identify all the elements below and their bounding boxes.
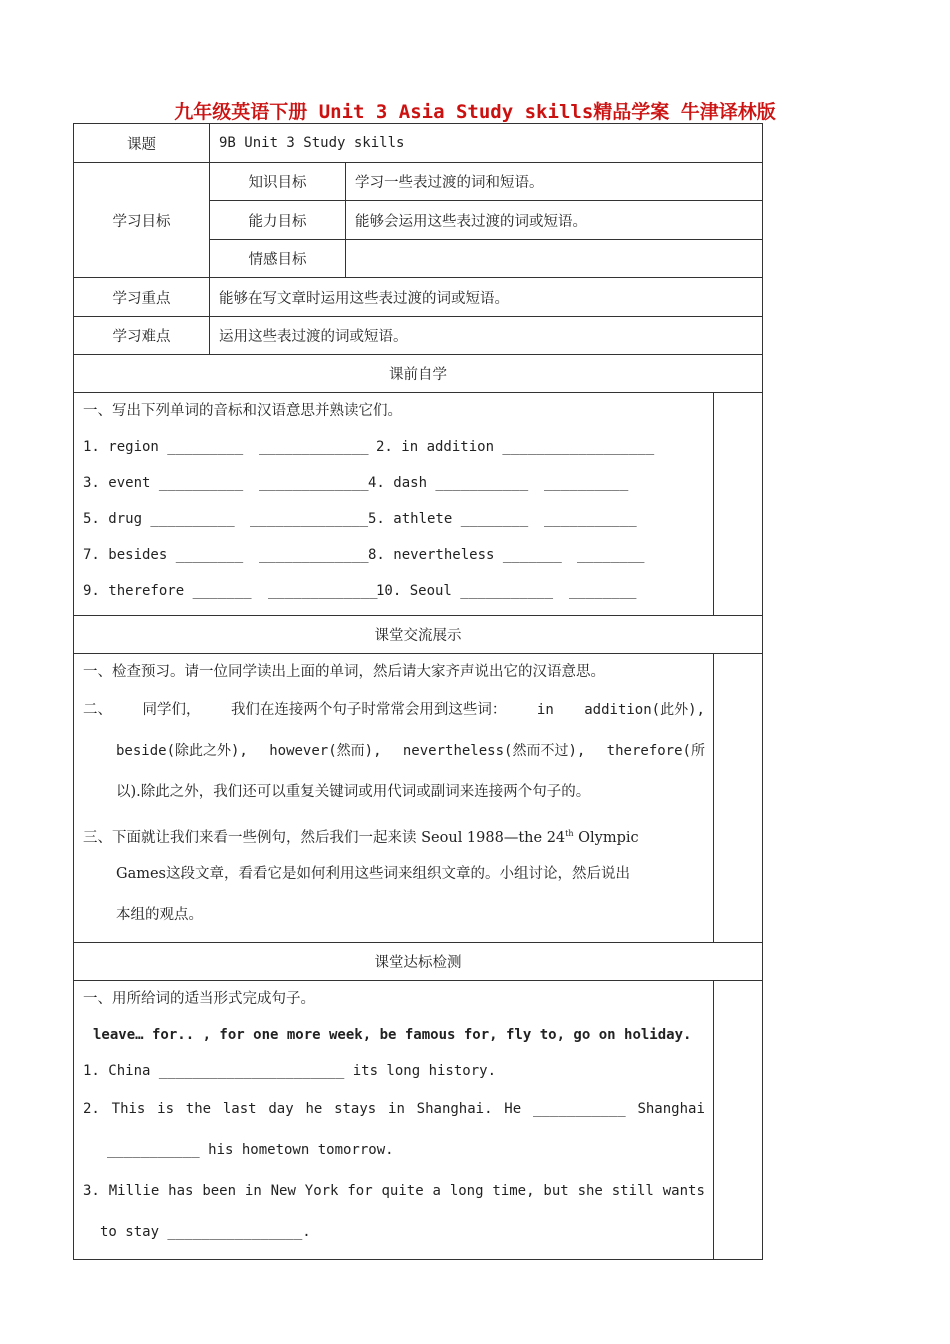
classroom-paragraph xyxy=(83,813,713,854)
notes-column xyxy=(714,654,763,943)
text-fragment: This xyxy=(111,1101,146,1117)
classroom-paragraph xyxy=(83,731,713,772)
vocab-item: 5. drug __________ xyxy=(83,511,235,527)
text-fragment: for xyxy=(347,1183,373,1199)
vocab-row xyxy=(83,429,713,465)
text-fragment: however(然而), xyxy=(269,743,382,759)
question xyxy=(83,1171,713,1212)
difficulties-row xyxy=(74,317,763,355)
vocab-row xyxy=(83,501,713,537)
check-content xyxy=(74,981,714,1260)
classroom-paragraph: Games这段文章，看看它是如何利用这些词来组织文章的。小组讨论，然后说出 xyxy=(116,866,630,882)
text-fragment: Olympic xyxy=(573,829,639,846)
check-heading-row xyxy=(74,943,763,981)
vocab-item: 3. event __________ xyxy=(83,475,244,491)
objective-label: 情感目标 xyxy=(210,240,346,278)
vocab-blank: ________ xyxy=(569,583,637,599)
classroom-paragraph: 以).除此之外，我们还可以重复关键词或用代词或副词来连接两个句子的。 xyxy=(116,784,591,800)
key-points-value: 能够在写文章时运用这些表过渡的词或短语。 xyxy=(210,278,763,317)
vocab-item: 2. in addition __________________ xyxy=(376,439,655,455)
vocab-blank: _____________ xyxy=(259,439,369,455)
text-fragment: Millie xyxy=(108,1183,160,1199)
text-fragment: but xyxy=(543,1183,569,1199)
vocab-item: 1. region _________ xyxy=(83,439,244,455)
vocab-row xyxy=(83,537,713,573)
classroom-paragraph: 本组的观点。 xyxy=(116,907,203,923)
section-heading: 课堂达标检测 xyxy=(74,943,763,981)
text-fragment: still xyxy=(611,1183,654,1199)
preview-instruction: 一、写出下列单词的音标和汉语意思并熟读它们。 xyxy=(83,403,402,419)
vocab-row xyxy=(83,465,713,501)
objective-row-knowledge xyxy=(74,163,763,201)
question-continuation: ___________ his hometown tomorrow. xyxy=(107,1142,394,1158)
vocab-blank: ______________ xyxy=(250,511,369,527)
question: 1. China ______________________ its long history. xyxy=(83,1063,497,1079)
text-fragment: in xyxy=(244,1183,262,1199)
classroom-body-row xyxy=(74,654,763,943)
text-fragment: 3. xyxy=(83,1183,100,1199)
lesson-plan-table xyxy=(73,123,763,1260)
text-fragment: in xyxy=(536,702,554,718)
topic-row xyxy=(74,124,763,163)
classroom-paragraph: 一、检查预习。请一位同学读出上面的单词，然后请大家齐声说出它的汉语意思。 xyxy=(83,664,605,680)
key-points-label: 学习重点 xyxy=(74,278,210,317)
objective-value: 能够会运用这些表过渡的词或短语。 xyxy=(346,201,763,240)
classroom-content xyxy=(74,654,714,943)
vocab-item: 4. dash ___________ xyxy=(368,475,529,491)
superscript: th xyxy=(565,829,574,838)
notes-column xyxy=(714,981,763,1260)
vocab-blank: _____________ xyxy=(259,547,369,563)
text-fragment: Shanghai. xyxy=(416,1101,493,1117)
vocab-blank: _____________ xyxy=(268,583,378,599)
text-fragment: nevertheless(然而不过), xyxy=(402,743,586,759)
notes-column xyxy=(714,393,763,616)
vocab-blank: _____________ xyxy=(259,475,369,491)
text-fragment: He xyxy=(504,1101,522,1117)
difficulties-label: 学习难点 xyxy=(74,317,210,355)
phrase-bank: leave… for.. , for one more week, be famous for, fly to, go on holiday. xyxy=(93,1027,692,1043)
text-fragment: 三、下面就让我们来看一些例句，然后我们一起来读 Seoul 1988—the 24 xyxy=(83,829,566,846)
classroom-paragraph xyxy=(83,690,713,731)
objective-label: 知识目标 xyxy=(210,163,346,201)
text-fragment: beside(除此之外), xyxy=(116,743,248,759)
text-fragment: been xyxy=(202,1183,237,1199)
vocab-row xyxy=(83,573,713,609)
text-fragment: time, xyxy=(492,1183,535,1199)
document-title: 九年级英语下册 Unit 3 Asia Study skills精品学案 牛津译林版 xyxy=(174,101,776,123)
vocab-blank: ___________ xyxy=(544,511,637,527)
text-fragment: 我们在连接两个句子时常常会用到这些词： xyxy=(230,702,507,718)
text-fragment: has xyxy=(168,1183,194,1199)
classroom-heading-row xyxy=(74,616,763,654)
text-fragment: addition(此外), xyxy=(584,702,705,718)
preview-content xyxy=(74,393,714,616)
vocab-item: 5. athlete ________ xyxy=(368,511,529,527)
question xyxy=(83,1089,713,1130)
text-fragment: therefore(所 xyxy=(606,743,705,759)
text-fragment: New xyxy=(270,1183,296,1199)
text-fragment: a xyxy=(432,1183,441,1199)
text-fragment: in xyxy=(388,1101,405,1117)
preview-body-row xyxy=(74,393,763,616)
text-fragment: day xyxy=(268,1101,294,1117)
objectives-label: 学习目标 xyxy=(74,163,210,278)
text-fragment: York xyxy=(304,1183,339,1199)
objective-value: 学习一些表过渡的词和短语。 xyxy=(346,163,763,201)
text-fragment: last xyxy=(222,1101,257,1117)
text-fragment: the xyxy=(185,1101,212,1117)
vocab-item: 7. besides ________ xyxy=(83,547,244,563)
section-heading: 课堂交流展示 xyxy=(74,616,763,654)
text-fragment: 同学们， xyxy=(142,702,201,718)
text-fragment: wants xyxy=(662,1183,705,1199)
text-fragment: Shanghai xyxy=(637,1101,705,1117)
topic-label: 课题 xyxy=(74,124,210,163)
question-continuation: to stay ________________. xyxy=(100,1224,311,1240)
vocab-item: 8. nevertheless _______ xyxy=(368,547,562,563)
objective-value xyxy=(346,240,763,278)
text-fragment: long xyxy=(449,1183,484,1199)
topic-value: 9B Unit 3 Study skills xyxy=(210,124,763,163)
text-fragment: quite xyxy=(381,1183,424,1199)
vocab-item: 10. Seoul ___________ xyxy=(376,583,554,599)
check-instruction: 一、用所给词的适当形式完成句子。 xyxy=(83,991,315,1007)
difficulties-value: 运用这些表过渡的词或短语。 xyxy=(210,317,763,355)
text-fragment: stays xyxy=(334,1101,377,1117)
text-fragment: is xyxy=(157,1101,174,1117)
vocab-blank: ________ xyxy=(577,547,645,563)
key-points-row xyxy=(74,278,763,317)
preview-heading-row xyxy=(74,355,763,393)
vocab-item: 9. therefore _______ xyxy=(83,583,252,599)
text-fragment: he xyxy=(305,1101,323,1117)
text-fragment: ___________ xyxy=(532,1101,626,1117)
section-heading: 课前自学 xyxy=(74,355,763,393)
text-fragment: 二、 xyxy=(83,702,112,718)
text-fragment: she xyxy=(577,1183,603,1199)
check-body-row xyxy=(74,981,763,1260)
text-fragment: 2. xyxy=(83,1101,100,1117)
objective-label: 能力目标 xyxy=(210,201,346,240)
vocab-blank: __________ xyxy=(544,475,629,491)
